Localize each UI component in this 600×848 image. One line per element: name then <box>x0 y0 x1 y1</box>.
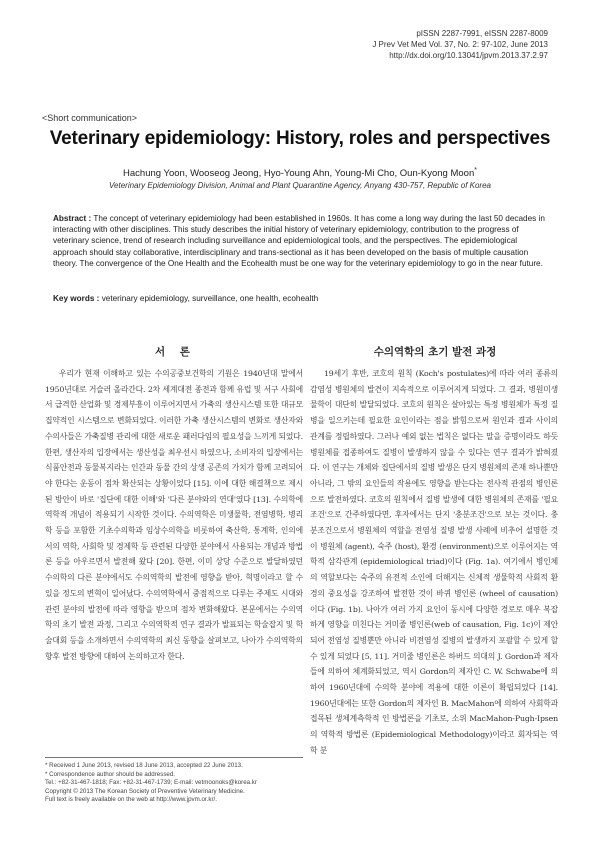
history-body: 19세기 후반, 코흐의 원칙 (Koch's postulates)에 따라 여러 종류의 감염성 병원체의 발견이 지속적으로 이루어지게 되었다. 그 결과, 병원미생물학이 대단히 발달되었다. 코흐의 원칙은 살아있는 특정 병원체가 특정 질병을 일으키는데 필요한 요인이라는 점을 밝힘으로써 원인과 결과 사이의 관계를 정립하였다. 그러나 예외 없는 법칙은 없다는 말을 증명이라도 하듯 병원체를 접종하여도 질병이 발생하지 않을 수 있다는 연구 결과가 밝혀졌다. 이 연구는 개체와 집단에서의 질병 발생은 단지 병원체의 존재 하나뿐만 아니라, 그 밖의 요인들의 작용에도 영향을 받는다는 전사적 관점의 병인론으로 발전하였다. 코흐의 원칙에서 질병 발생에 대한 병원체의 존재를 '필요조건'으로 간주하였다면, 후자에서는 단지 '충분조건'으로 보는 것이다. 충분조건으로서 병원체의 역할을 전염성 질병 발생 사례에 비추어 설명한 것이 병원체 (agent), 숙주 (host), 환경 (environment)으로 이루어지는 역학적 삼각관계 (epidemiological triad)이다 (Fig. 1a). 여기에서 병인체의 역할보다는 숙주의 유전적 소인에 더해지는 신체적 생물학적 사회적 환경의 중요성을 강조하여 발전한 것이 바퀴 병인론 (wheel of causation)이다 (Fig. 1b). 나아가 여러 가지 요인이 동시에 다양한 경로로 매우 복잡하게 영향을 미친다는 거미줄 병인론(web of causation, Fig. 1c)이 제안되어 전염성 질병뿐만 아니라 비전염성 질병의 발생까지 포괄할 수 있게 할 수 있게 되었다 [5, 11]. 거미줄 병인론은 하버드 의대의 J. Gordon과 제자들에 의하여 체계화되었고, 역시 Gordon의 제자인 C. W. Schwabe에 의하여 1960년대에 수의학 분야에 적용에 대한 이론이 확립되었다 [14]. 1960년대에는 또한 Gordon의 제자인 B. MacMahon에 의하여 사회학과 접목된 생체계측학적 인 방법론을 기초로, 소위 MacMahon-Pugh-Ipsen의 역학적 방법론 (Epidemiological Methodology)이라고 회자되는 역학 분 <box>310 369 558 755</box>
footnote-fulltext: Full text is freely available on the web at http://www.jpvm.or.kr/. <box>45 796 217 804</box>
footnotes-block <box>45 762 305 805</box>
keywords-block <box>53 294 550 303</box>
abstract-text: The concept of veterinary epidemiology had been established in 1960s. It has come a long way during the last 50 decades in interacting with other disciplines. This study describes the initial history of veterinary epidemiology, contribution to the progress of veterinary science, trend of research including surveillance and epidemiological tools, and the perspectives. The epidemiological approach should stay collaborative, interdisciplinary and trans-sectional as it has been developed on the basis of multiple causation theory. The convergence of the One Health and the Ecohealth must be one way for the veterinary epidemiology to go in the near future. <box>53 214 545 268</box>
history-heading: 수의역학의 초기 발전 과정 <box>373 346 497 358</box>
author-names: Hachung Yoon, Wooseog Jeong, Hyo-Young Ahn, Young-Mi Cho, Oun-Kyong Moon <box>123 168 475 180</box>
footnote-contact: Tel.: +82-31-467-1818; Fax: +82-31-467-1739; E-mail: vetmoonoks@korea.kr <box>45 779 257 787</box>
footnote-divider <box>45 757 303 758</box>
keywords-text: veterinary epidemiology, surveillance, one health, ecohealth <box>101 294 319 303</box>
abstract-label: Abstract : <box>53 214 92 223</box>
journal-header <box>372 28 548 61</box>
article-type-label: <Short communication> <box>42 113 138 123</box>
footnote-correspondence: * Correspondence author should be addressed. <box>45 770 176 778</box>
footnote-received: * Received 1 June 2013, revised 18 June 2013, accepted 22 June 2013. <box>45 762 243 769</box>
keywords-label: Key words : <box>53 294 100 303</box>
issn-line: pISSN 2287-7991, eISSN 2287-8009 <box>416 29 548 38</box>
affiliation: Veterinary Epidemiology Division, Animal and Plant Quarantine Agency, Anyang 430-757, Republic of Korea <box>109 181 491 190</box>
abstract-block <box>53 213 550 269</box>
intro-heading: 서 론 <box>155 346 190 358</box>
corresponding-mark: * <box>474 167 477 174</box>
intro-body: 우리가 현재 이해하고 있는 수의공중보건학의 기원은 1940년대 말에서 1950년대로 거슬러 올라간다. 2차 세계대전 종전과 함께 유럽 및 서구 사회에서 급격한 산업화 및 경제부흥이 이루어지면서 가축의 생산시스템 또한 대규모 집약적인 시스템으로 변화되었다. 이러한 가축 생산시스템의 변화로 생산자와 수의사들은 가축질병 관리에 대한 새로운 패러다임의 필요성을 느끼게 되었다. 한편, 생산자의 입장에서는 생산성을 최우선시 하였으나, 소비자의 입장에서는 식품안전과 동물복지라는 인간과 동물 간의 상생 공존의 가치가 함께 고려되어야 한다는 운동이 점차 확산되는 상황이었다 [15]. 이에 대한 해결책으로 제시된 방안이 바로 '집단에 대한 이해'와 '다른 분야와의 연대'였다 [13]. 수의학에 역학적 개념이 적용되기 시작한 것이다. 수의역학은 미생물학, 전염병학, 병리학 등을 포함한 기초수의학과 임상수의학을 비롯하여 축산학, 통계학, 인의에서의 역학, 사회학 및 경제학 등 관련된 다양한 분야에서 사용되는 개념과 방법론 등을 아우르면서 발전해 왔다 [20]. 한편, 이미 상당 수준으로 발달하였던 수의학의 다른 분야에서도 수의역학의 발전에 영향을 받아, 혁명이라고 할 수 있을 정도의 변혁이 일어났다. 수의역학에서 중점적으로 다루는 주제도 시대와 관련 분야의 발전에 따라 영향을 받으며 점차 변화해왔다. 본문에서는 수의역학의 초기 발전 과정, 그리고 수의역학적 연구 결과가 발표되는 학술잡지 및 학술대회 등을 소개하면서 수의역학의 최신 동향을 살펴보고, 나아가 수의역학의 향후 발전 방향에 대하여 논의하고자 한다. <box>45 369 303 661</box>
footnote-copyright: Copyright © 2013 The Korean Society of Preventive Veterinary Medicine. <box>45 787 245 795</box>
author-list <box>0 167 600 179</box>
journal-citation: J Prev Vet Med Vol. 37, No. 2: 97-102, June 2013 <box>372 40 548 49</box>
article-title: Veterinary epidemiology: History, roles and perspectives <box>49 128 551 149</box>
doi-link[interactable]: http://dx.doi.org/10.13041/jpvm.2013.37.2.97 <box>389 51 548 60</box>
